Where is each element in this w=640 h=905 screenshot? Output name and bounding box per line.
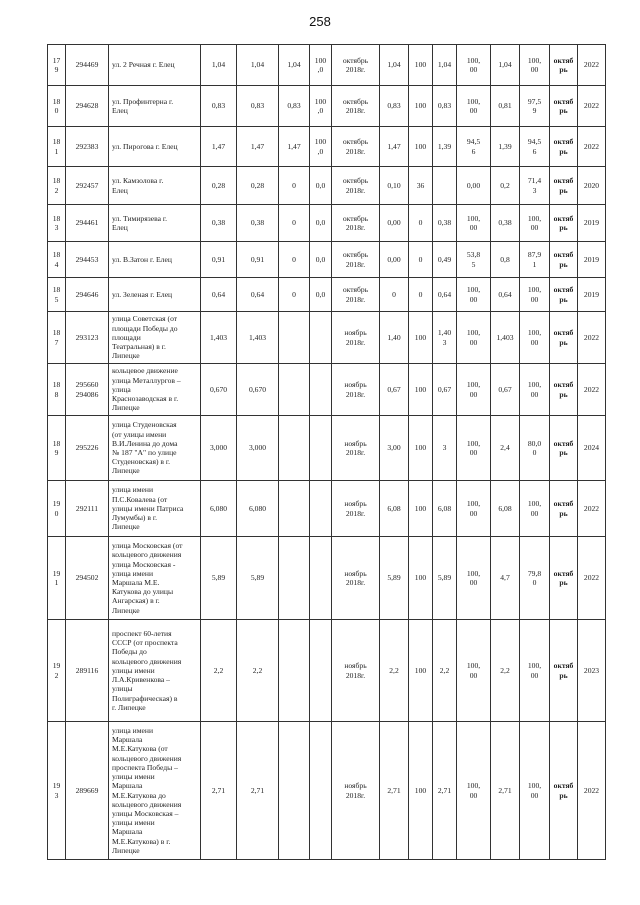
value-col11-cell: 2,2 [433, 620, 457, 722]
table-row [48, 205, 606, 242]
length-planned-cell: 0,28 [237, 167, 279, 205]
length-planned-cell: 3,000 [237, 416, 279, 481]
target-month-cell: октяб рь [550, 242, 578, 278]
length-total-cell: 2,71 [201, 722, 237, 860]
value-col10-cell: 100 [409, 45, 433, 86]
street-name-cell: ул. 2 Речная г. Елец [109, 45, 201, 86]
street-name-cell: проспект 60-летия СССР (от проспекта Победы до кольцевого движения улицы имени Л.А.Кривенкова – улицы Полиграфическая) в г. Липецке [109, 620, 201, 722]
length-repaired-cell: 1,47 [279, 127, 310, 167]
road-code-cell: 292457 [66, 167, 109, 205]
value-col13-cell: 0,2 [491, 167, 520, 205]
length-planned-cell: 1,403 [237, 312, 279, 364]
length-total-cell: 0,83 [201, 86, 237, 127]
table-row [48, 722, 606, 860]
value-col11-cell: 0,67 [433, 364, 457, 416]
value-col14-cell: 100, 00 [520, 312, 550, 364]
value-col11-cell: 3 [433, 416, 457, 481]
length-repaired-cell: 1,04 [279, 45, 310, 86]
value-col10-cell: 36 [409, 167, 433, 205]
percent-repaired-cell: 100 ,0 [310, 127, 332, 167]
value-col9-cell: 3,00 [380, 416, 409, 481]
value-col9-cell: 0,00 [380, 242, 409, 278]
table-row [48, 364, 606, 416]
row-number-cell: 18 9 [48, 416, 66, 481]
percent-repaired-cell [310, 537, 332, 620]
street-name-cell: улица имени П.С.Ковалева (от улицы имени Патриса Лумумбы) в г. Липецке [109, 481, 201, 537]
target-month-cell: октяб рь [550, 45, 578, 86]
value-col13-cell: 0,81 [491, 86, 520, 127]
row-number-cell: 18 2 [48, 167, 66, 205]
length-total-cell: 0,38 [201, 205, 237, 242]
length-planned-cell: 0,670 [237, 364, 279, 416]
target-year-cell: 2022 [578, 45, 606, 86]
target-year-cell: 2022 [578, 364, 606, 416]
inspection-date-cell: октябрь 2018г. [332, 127, 380, 167]
row-number-cell: 17 9 [48, 45, 66, 86]
inspection-date-cell: ноябрь 2018г. [332, 312, 380, 364]
length-repaired-cell [279, 416, 310, 481]
value-col9-cell: 0,83 [380, 86, 409, 127]
length-total-cell: 0,28 [201, 167, 237, 205]
inspection-date-cell: ноябрь 2018г. [332, 537, 380, 620]
percent-repaired-cell [310, 312, 332, 364]
length-planned-cell: 2,71 [237, 722, 279, 860]
length-repaired-cell: 0 [279, 167, 310, 205]
value-col9-cell: 2,2 [380, 620, 409, 722]
target-year-cell: 2020 [578, 167, 606, 205]
length-total-cell: 1,47 [201, 127, 237, 167]
length-planned-cell: 0,83 [237, 86, 279, 127]
length-planned-cell: 0,91 [237, 242, 279, 278]
length-repaired-cell [279, 364, 310, 416]
length-total-cell: 0,91 [201, 242, 237, 278]
value-col9-cell: 5,89 [380, 537, 409, 620]
value-col13-cell: 0,67 [491, 364, 520, 416]
value-col11-cell: 5,89 [433, 537, 457, 620]
value-col14-cell: 80,0 0 [520, 416, 550, 481]
length-repaired-cell: 0,83 [279, 86, 310, 127]
target-year-cell: 2023 [578, 620, 606, 722]
road-code-cell: 289669 [66, 722, 109, 860]
length-repaired-cell [279, 620, 310, 722]
row-number-cell: 19 0 [48, 481, 66, 537]
inspection-date-cell: ноябрь 2018г. [332, 364, 380, 416]
street-name-cell: ул. В.Затон г. Елец [109, 242, 201, 278]
target-year-cell: 2022 [578, 312, 606, 364]
length-total-cell: 5,89 [201, 537, 237, 620]
target-month-cell: октяб рь [550, 312, 578, 364]
target-year-cell: 2019 [578, 278, 606, 312]
table-row [48, 127, 606, 167]
percent-repaired-cell [310, 416, 332, 481]
value-col10-cell: 100 [409, 127, 433, 167]
value-col14-cell: 100, 00 [520, 722, 550, 860]
target-month-cell: октяб рь [550, 537, 578, 620]
value-col11-cell: 1,39 [433, 127, 457, 167]
street-name-cell: ул. Пирогова г. Елец [109, 127, 201, 167]
percent-repaired-cell: 100 ,0 [310, 86, 332, 127]
percent-repaired-cell: 100 ,0 [310, 45, 332, 86]
value-col13-cell: 6,08 [491, 481, 520, 537]
target-year-cell: 2024 [578, 416, 606, 481]
value-col12-cell: 100, 00 [457, 364, 491, 416]
inspection-date-cell: ноябрь 2018г. [332, 416, 380, 481]
row-number-cell: 18 1 [48, 127, 66, 167]
value-col11-cell: 2,71 [433, 722, 457, 860]
value-col14-cell: 100, 00 [520, 364, 550, 416]
value-col13-cell: 1,04 [491, 45, 520, 86]
value-col14-cell: 94,5 6 [520, 127, 550, 167]
length-repaired-cell [279, 481, 310, 537]
length-repaired-cell [279, 537, 310, 620]
road-code-cell: 294628 [66, 86, 109, 127]
table-row [48, 86, 606, 127]
percent-repaired-cell: 0,0 [310, 278, 332, 312]
value-col9-cell: 6,08 [380, 481, 409, 537]
road-code-cell: 294461 [66, 205, 109, 242]
length-planned-cell: 1,47 [237, 127, 279, 167]
road-code-cell: 292383 [66, 127, 109, 167]
value-col13-cell: 2,2 [491, 620, 520, 722]
length-repaired-cell [279, 722, 310, 860]
percent-repaired-cell [310, 722, 332, 860]
value-col10-cell: 0 [409, 242, 433, 278]
value-col12-cell: 100, 00 [457, 205, 491, 242]
value-col11-cell: 0,49 [433, 242, 457, 278]
value-col14-cell: 79,8 0 [520, 537, 550, 620]
value-col13-cell: 4,7 [491, 537, 520, 620]
target-month-cell: октяб рь [550, 205, 578, 242]
length-total-cell: 0,64 [201, 278, 237, 312]
value-col10-cell: 100 [409, 312, 433, 364]
value-col10-cell: 0 [409, 205, 433, 242]
road-code-cell: 295226 [66, 416, 109, 481]
length-total-cell: 6,080 [201, 481, 237, 537]
length-planned-cell: 0,64 [237, 278, 279, 312]
length-planned-cell: 1,04 [237, 45, 279, 86]
value-col13-cell: 0,64 [491, 278, 520, 312]
value-col9-cell: 0,00 [380, 205, 409, 242]
road-code-cell: 289116 [66, 620, 109, 722]
percent-repaired-cell: 0,0 [310, 167, 332, 205]
value-col11-cell: 0,83 [433, 86, 457, 127]
length-planned-cell: 5,89 [237, 537, 279, 620]
row-number-cell: 18 0 [48, 86, 66, 127]
target-month-cell: октяб рь [550, 86, 578, 127]
value-col11-cell: 1,04 [433, 45, 457, 86]
value-col13-cell: 1,39 [491, 127, 520, 167]
target-month-cell: октяб рь [550, 364, 578, 416]
street-name-cell: улица Студеновская (от улицы имени В.И.Ленина до дома № 187 "А" по улице Студеновская) в г. Липецке [109, 416, 201, 481]
table-row [48, 45, 606, 86]
target-month-cell: октяб рь [550, 278, 578, 312]
table-row [48, 167, 606, 205]
percent-repaired-cell: 0,0 [310, 205, 332, 242]
percent-repaired-cell: 0,0 [310, 242, 332, 278]
length-total-cell: 3,000 [201, 416, 237, 481]
row-number-cell: 18 7 [48, 312, 66, 364]
road-code-cell: 294502 [66, 537, 109, 620]
length-repaired-cell [279, 312, 310, 364]
value-col12-cell: 94,5 6 [457, 127, 491, 167]
value-col13-cell: 2,4 [491, 416, 520, 481]
road-code-cell: 293123 [66, 312, 109, 364]
value-col14-cell: 100, 00 [520, 620, 550, 722]
length-planned-cell: 6,080 [237, 481, 279, 537]
inspection-date-cell: октябрь 2018г. [332, 242, 380, 278]
length-total-cell: 1,04 [201, 45, 237, 86]
value-col9-cell: 1,04 [380, 45, 409, 86]
value-col13-cell: 2,71 [491, 722, 520, 860]
table-row [48, 416, 606, 481]
value-col9-cell: 1,40 [380, 312, 409, 364]
target-year-cell: 2019 [578, 242, 606, 278]
target-year-cell: 2022 [578, 537, 606, 620]
row-number-cell: 18 5 [48, 278, 66, 312]
target-year-cell: 2019 [578, 205, 606, 242]
street-name-cell: ул. Камзолова г. Елец [109, 167, 201, 205]
value-col9-cell: 0,10 [380, 167, 409, 205]
value-col12-cell: 100, 00 [457, 86, 491, 127]
value-col14-cell: 100, 00 [520, 205, 550, 242]
road-code-cell: 292111 [66, 481, 109, 537]
value-col12-cell: 100, 00 [457, 722, 491, 860]
percent-repaired-cell [310, 364, 332, 416]
value-col9-cell: 2,71 [380, 722, 409, 860]
inspection-date-cell: октябрь 2018г. [332, 167, 380, 205]
street-name-cell: ул. Тимирязева г. Елец [109, 205, 201, 242]
street-name-cell: улица имени Маршала М.Е.Катукова (от кольцевого движения проспекта Победы – улицы имени Маршала М.Е.Катукова до кольцевого движения улицы Московская – улицы имени Маршала М.Е.Катукова) в г. Липецке [109, 722, 201, 860]
table-row [48, 242, 606, 278]
value-col12-cell: 100, 00 [457, 481, 491, 537]
street-name-cell: ул. Профинтерна г. Елец [109, 86, 201, 127]
value-col11-cell: 6,08 [433, 481, 457, 537]
value-col14-cell: 97,5 9 [520, 86, 550, 127]
table-row [48, 481, 606, 537]
inspection-date-cell: октябрь 2018г. [332, 45, 380, 86]
row-number-cell: 18 3 [48, 205, 66, 242]
value-col14-cell: 100, 00 [520, 278, 550, 312]
page-number: 258 [309, 14, 331, 29]
road-code-cell: 294469 [66, 45, 109, 86]
value-col9-cell: 0,67 [380, 364, 409, 416]
value-col11-cell: 1,40 3 [433, 312, 457, 364]
value-col10-cell: 100 [409, 416, 433, 481]
value-col10-cell: 100 [409, 537, 433, 620]
target-month-cell: октяб рь [550, 620, 578, 722]
value-col10-cell: 100 [409, 722, 433, 860]
inspection-date-cell: октябрь 2018г. [332, 278, 380, 312]
length-total-cell: 0,670 [201, 364, 237, 416]
value-col10-cell: 100 [409, 481, 433, 537]
value-col10-cell: 0 [409, 278, 433, 312]
value-col13-cell: 1,403 [491, 312, 520, 364]
value-col12-cell: 100, 00 [457, 537, 491, 620]
street-name-cell: ул. Зеленая г. Елец [109, 278, 201, 312]
value-col12-cell: 53,8 5 [457, 242, 491, 278]
row-number-cell: 18 8 [48, 364, 66, 416]
target-month-cell: октяб рь [550, 167, 578, 205]
value-col14-cell: 100, 00 [520, 481, 550, 537]
length-repaired-cell: 0 [279, 278, 310, 312]
value-col14-cell: 100, 00 [520, 45, 550, 86]
inspection-date-cell: ноябрь 2018г. [332, 481, 380, 537]
value-col10-cell: 100 [409, 364, 433, 416]
row-number-cell: 19 2 [48, 620, 66, 722]
road-code-cell: 295660 294086 [66, 364, 109, 416]
value-col11-cell: 0,64 [433, 278, 457, 312]
street-name-cell: улица Советская (от площади Победы до площади Театральная) в г. Липецке [109, 312, 201, 364]
inspection-date-cell: октябрь 2018г. [332, 86, 380, 127]
row-number-cell: 18 4 [48, 242, 66, 278]
target-month-cell: октяб рь [550, 416, 578, 481]
target-month-cell: октяб рь [550, 722, 578, 860]
table-row [48, 312, 606, 364]
target-month-cell: октяб рь [550, 127, 578, 167]
value-col12-cell: 100, 00 [457, 312, 491, 364]
row-number-cell: 19 1 [48, 537, 66, 620]
value-col10-cell: 100 [409, 620, 433, 722]
target-year-cell: 2022 [578, 86, 606, 127]
value-col12-cell: 100, 00 [457, 416, 491, 481]
length-planned-cell: 0,38 [237, 205, 279, 242]
value-col12-cell: 100, 00 [457, 278, 491, 312]
road-code-cell: 294646 [66, 278, 109, 312]
road-code-cell: 294453 [66, 242, 109, 278]
target-year-cell: 2022 [578, 127, 606, 167]
target-year-cell: 2022 [578, 481, 606, 537]
value-col12-cell: 0,00 [457, 167, 491, 205]
target-year-cell: 2022 [578, 722, 606, 860]
length-planned-cell: 2,2 [237, 620, 279, 722]
length-total-cell: 1,403 [201, 312, 237, 364]
value-col11-cell: 0,38 [433, 205, 457, 242]
street-name-cell: кольцевое движение улица Металлургов – улица Краснозаводская в г. Липецке [109, 364, 201, 416]
roads-table [47, 44, 606, 860]
value-col9-cell: 1,47 [380, 127, 409, 167]
value-col14-cell: 71,4 3 [520, 167, 550, 205]
value-col13-cell: 0,38 [491, 205, 520, 242]
value-col10-cell: 100 [409, 86, 433, 127]
street-name-cell: улица Московская (от кольцевого движения улица Московская - улица имени Маршала М.Е. Катукова до улицы Ангарская) в г. Липецке [109, 537, 201, 620]
inspection-date-cell: ноябрь 2018г. [332, 620, 380, 722]
table-row [48, 620, 606, 722]
table-row [48, 278, 606, 312]
value-col14-cell: 87,9 1 [520, 242, 550, 278]
value-col11-cell [433, 167, 457, 205]
value-col13-cell: 0,8 [491, 242, 520, 278]
inspection-date-cell: октябрь 2018г. [332, 205, 380, 242]
value-col9-cell: 0 [380, 278, 409, 312]
inspection-date-cell: ноябрь 2018г. [332, 722, 380, 860]
table-row [48, 537, 606, 620]
target-month-cell: октяб рь [550, 481, 578, 537]
percent-repaired-cell [310, 620, 332, 722]
length-repaired-cell: 0 [279, 242, 310, 278]
percent-repaired-cell [310, 481, 332, 537]
row-number-cell: 19 3 [48, 722, 66, 860]
value-col12-cell: 100, 00 [457, 620, 491, 722]
length-repaired-cell: 0 [279, 205, 310, 242]
value-col12-cell: 100, 00 [457, 45, 491, 86]
length-total-cell: 2,2 [201, 620, 237, 722]
